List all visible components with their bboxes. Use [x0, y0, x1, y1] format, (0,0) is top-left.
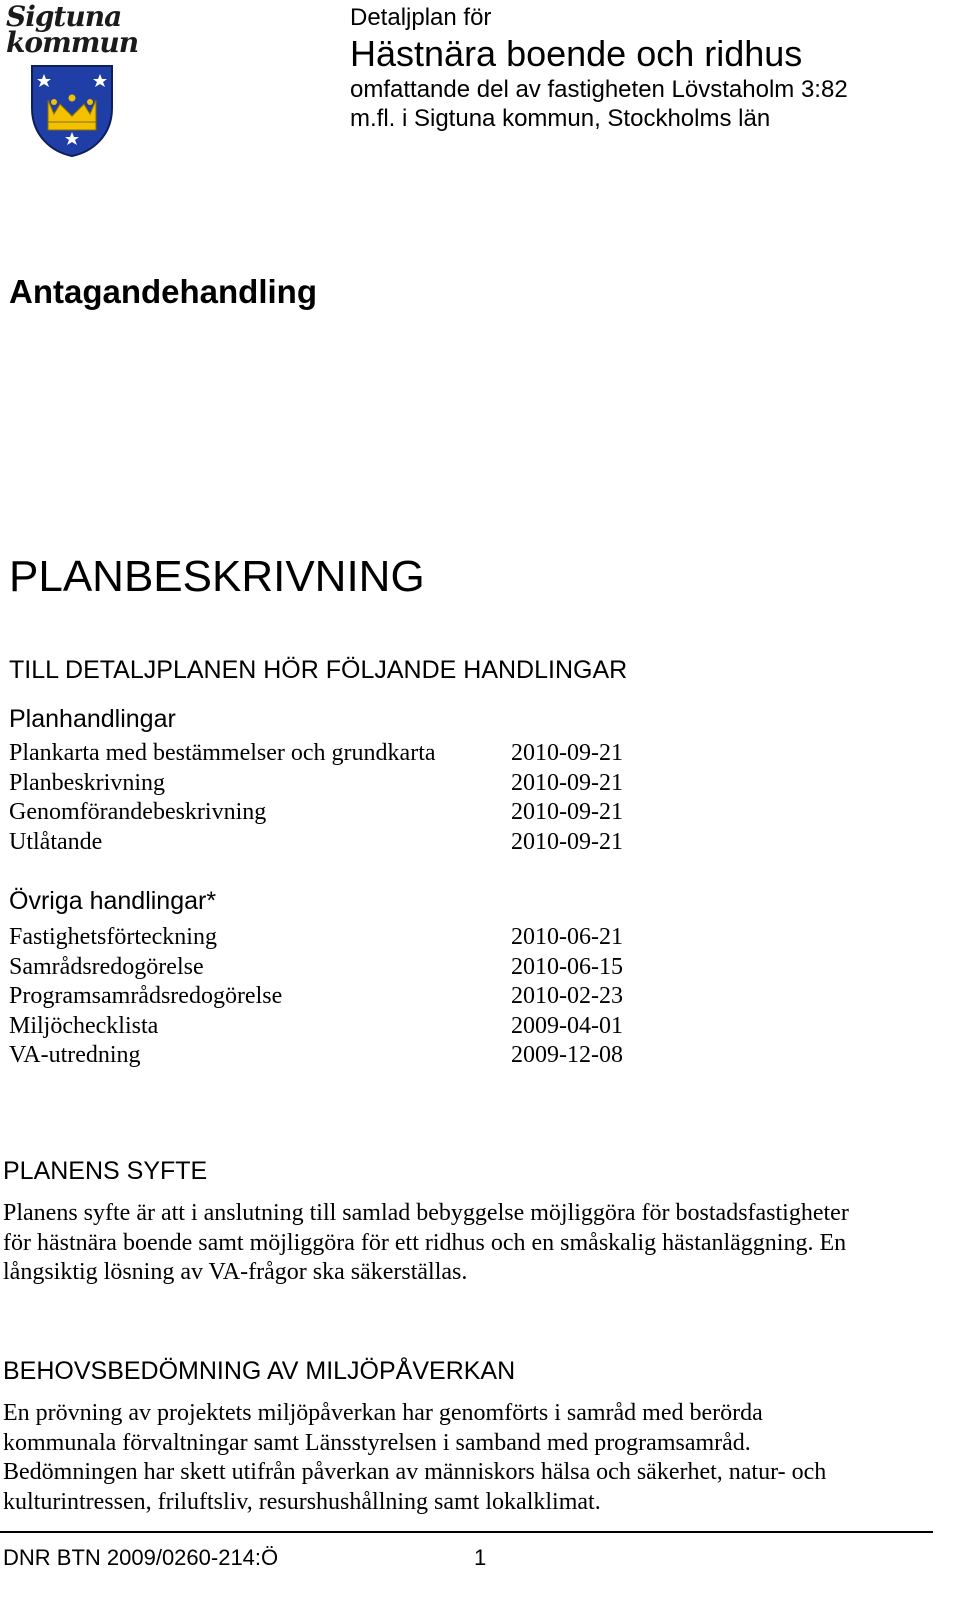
- footer-divider: [0, 1531, 933, 1533]
- document-date: 2009-04-01: [511, 1012, 623, 1039]
- document-date: 2009-12-08: [511, 1042, 623, 1068]
- plan-documents-list: [9, 739, 649, 857]
- list-item: [9, 739, 649, 769]
- paragraph-line: långsiktig lösning av VA-frågor ska säkerställas.: [3, 1259, 468, 1285]
- other-documents-heading: Övriga handlingar*: [9, 887, 217, 915]
- list-item: [9, 769, 649, 799]
- page-number: 1: [474, 1545, 487, 1570]
- footer-reference-number: DNR BTN 2009/0260-214:Ö: [3, 1545, 279, 1570]
- plan-subtitle-line-1: omfattande del av fastigheten Lövstaholm 3:82: [350, 76, 848, 103]
- plan-type-label: Detaljplan för: [350, 4, 492, 31]
- list-item: [9, 923, 649, 953]
- plan-subtitle-line-2: m.fl. i Sigtuna kommun, Stockholms län: [350, 105, 771, 132]
- document-type-title: PLANBESKRIVNING: [9, 552, 425, 601]
- list-item: [9, 828, 649, 858]
- document-date: 2010-06-21: [511, 924, 623, 950]
- purpose-paragraph: [3, 1199, 933, 1288]
- environmental-assessment-paragraph: [3, 1399, 933, 1517]
- plan-title: Hästnära boende och ridhus: [350, 33, 803, 74]
- document-name: Programsamrådsredogörelse: [9, 983, 283, 1009]
- document-name: Utlåtande: [9, 828, 103, 855]
- document-name: Planbeskrivning: [9, 769, 165, 796]
- list-item: [9, 1041, 649, 1071]
- documents-heading: TILL DETALJPLANEN HÖR FÖLJANDE HANDLINGAR: [9, 656, 628, 684]
- paragraph-line: för hästnära boende samt möjliggöra för ett ridhus och en småskalig hästanläggning. En: [3, 1229, 847, 1256]
- list-item: [9, 953, 649, 983]
- environmental-assessment-heading: BEHOVSBEDÖMNING AV MILJÖPÅVERKAN: [3, 1357, 516, 1385]
- document-name: Samrådsredogörelse: [9, 953, 204, 980]
- document-name: Miljöchecklista: [9, 1012, 159, 1039]
- document-date: 2010-02-23: [511, 983, 623, 1009]
- document-name: Fastighetsförteckning: [9, 924, 217, 950]
- municipality-logo: [6, 0, 139, 160]
- list-item: [9, 798, 649, 828]
- plan-documents-heading: Planhandlingar: [9, 705, 176, 733]
- document-name: Plankarta med bestämmelser och grundkarta: [9, 740, 436, 766]
- document-date: 2010-06-15: [511, 953, 623, 980]
- list-item: [9, 982, 649, 1012]
- paragraph-line: kommunala förvaltningar samt Länsstyrelsen i samband med programsamråd.: [3, 1429, 751, 1456]
- coat-of-arms-icon: [30, 64, 114, 158]
- document-date: 2010-09-21: [511, 769, 623, 796]
- document-date: 2010-09-21: [511, 799, 623, 825]
- document-status: Antagandehandling: [9, 273, 317, 310]
- purpose-heading: PLANENS SYFTE: [3, 1157, 208, 1185]
- paragraph-line: kulturintressen, friluftsliv, resurshushållning samt lokalklimat.: [3, 1488, 601, 1515]
- other-documents-list: [9, 923, 649, 1071]
- paragraph-line: En prövning av projektets miljöpåverkan har genomförts i samråd med berörda: [3, 1400, 763, 1426]
- document-name: Genomförandebeskrivning: [9, 799, 267, 825]
- list-item: [9, 1012, 649, 1042]
- logo-line-1: Sigtuna: [6, 0, 122, 33]
- document-date: 2010-09-21: [511, 740, 623, 766]
- paragraph-line: Planens syfte är att i anslutning till samlad bebyggelse möjliggöra för bostadsfastigheter: [3, 1200, 849, 1226]
- document-name: VA-utredning: [9, 1042, 141, 1068]
- paragraph-line: Bedömningen har skett utifrån påverkan av människors hälsa och säkerhet, natur- och: [3, 1459, 827, 1485]
- document-date: 2010-09-21: [511, 828, 623, 855]
- logo-line-2: kommun: [6, 26, 139, 59]
- logo-wordmark: [6, 0, 139, 59]
